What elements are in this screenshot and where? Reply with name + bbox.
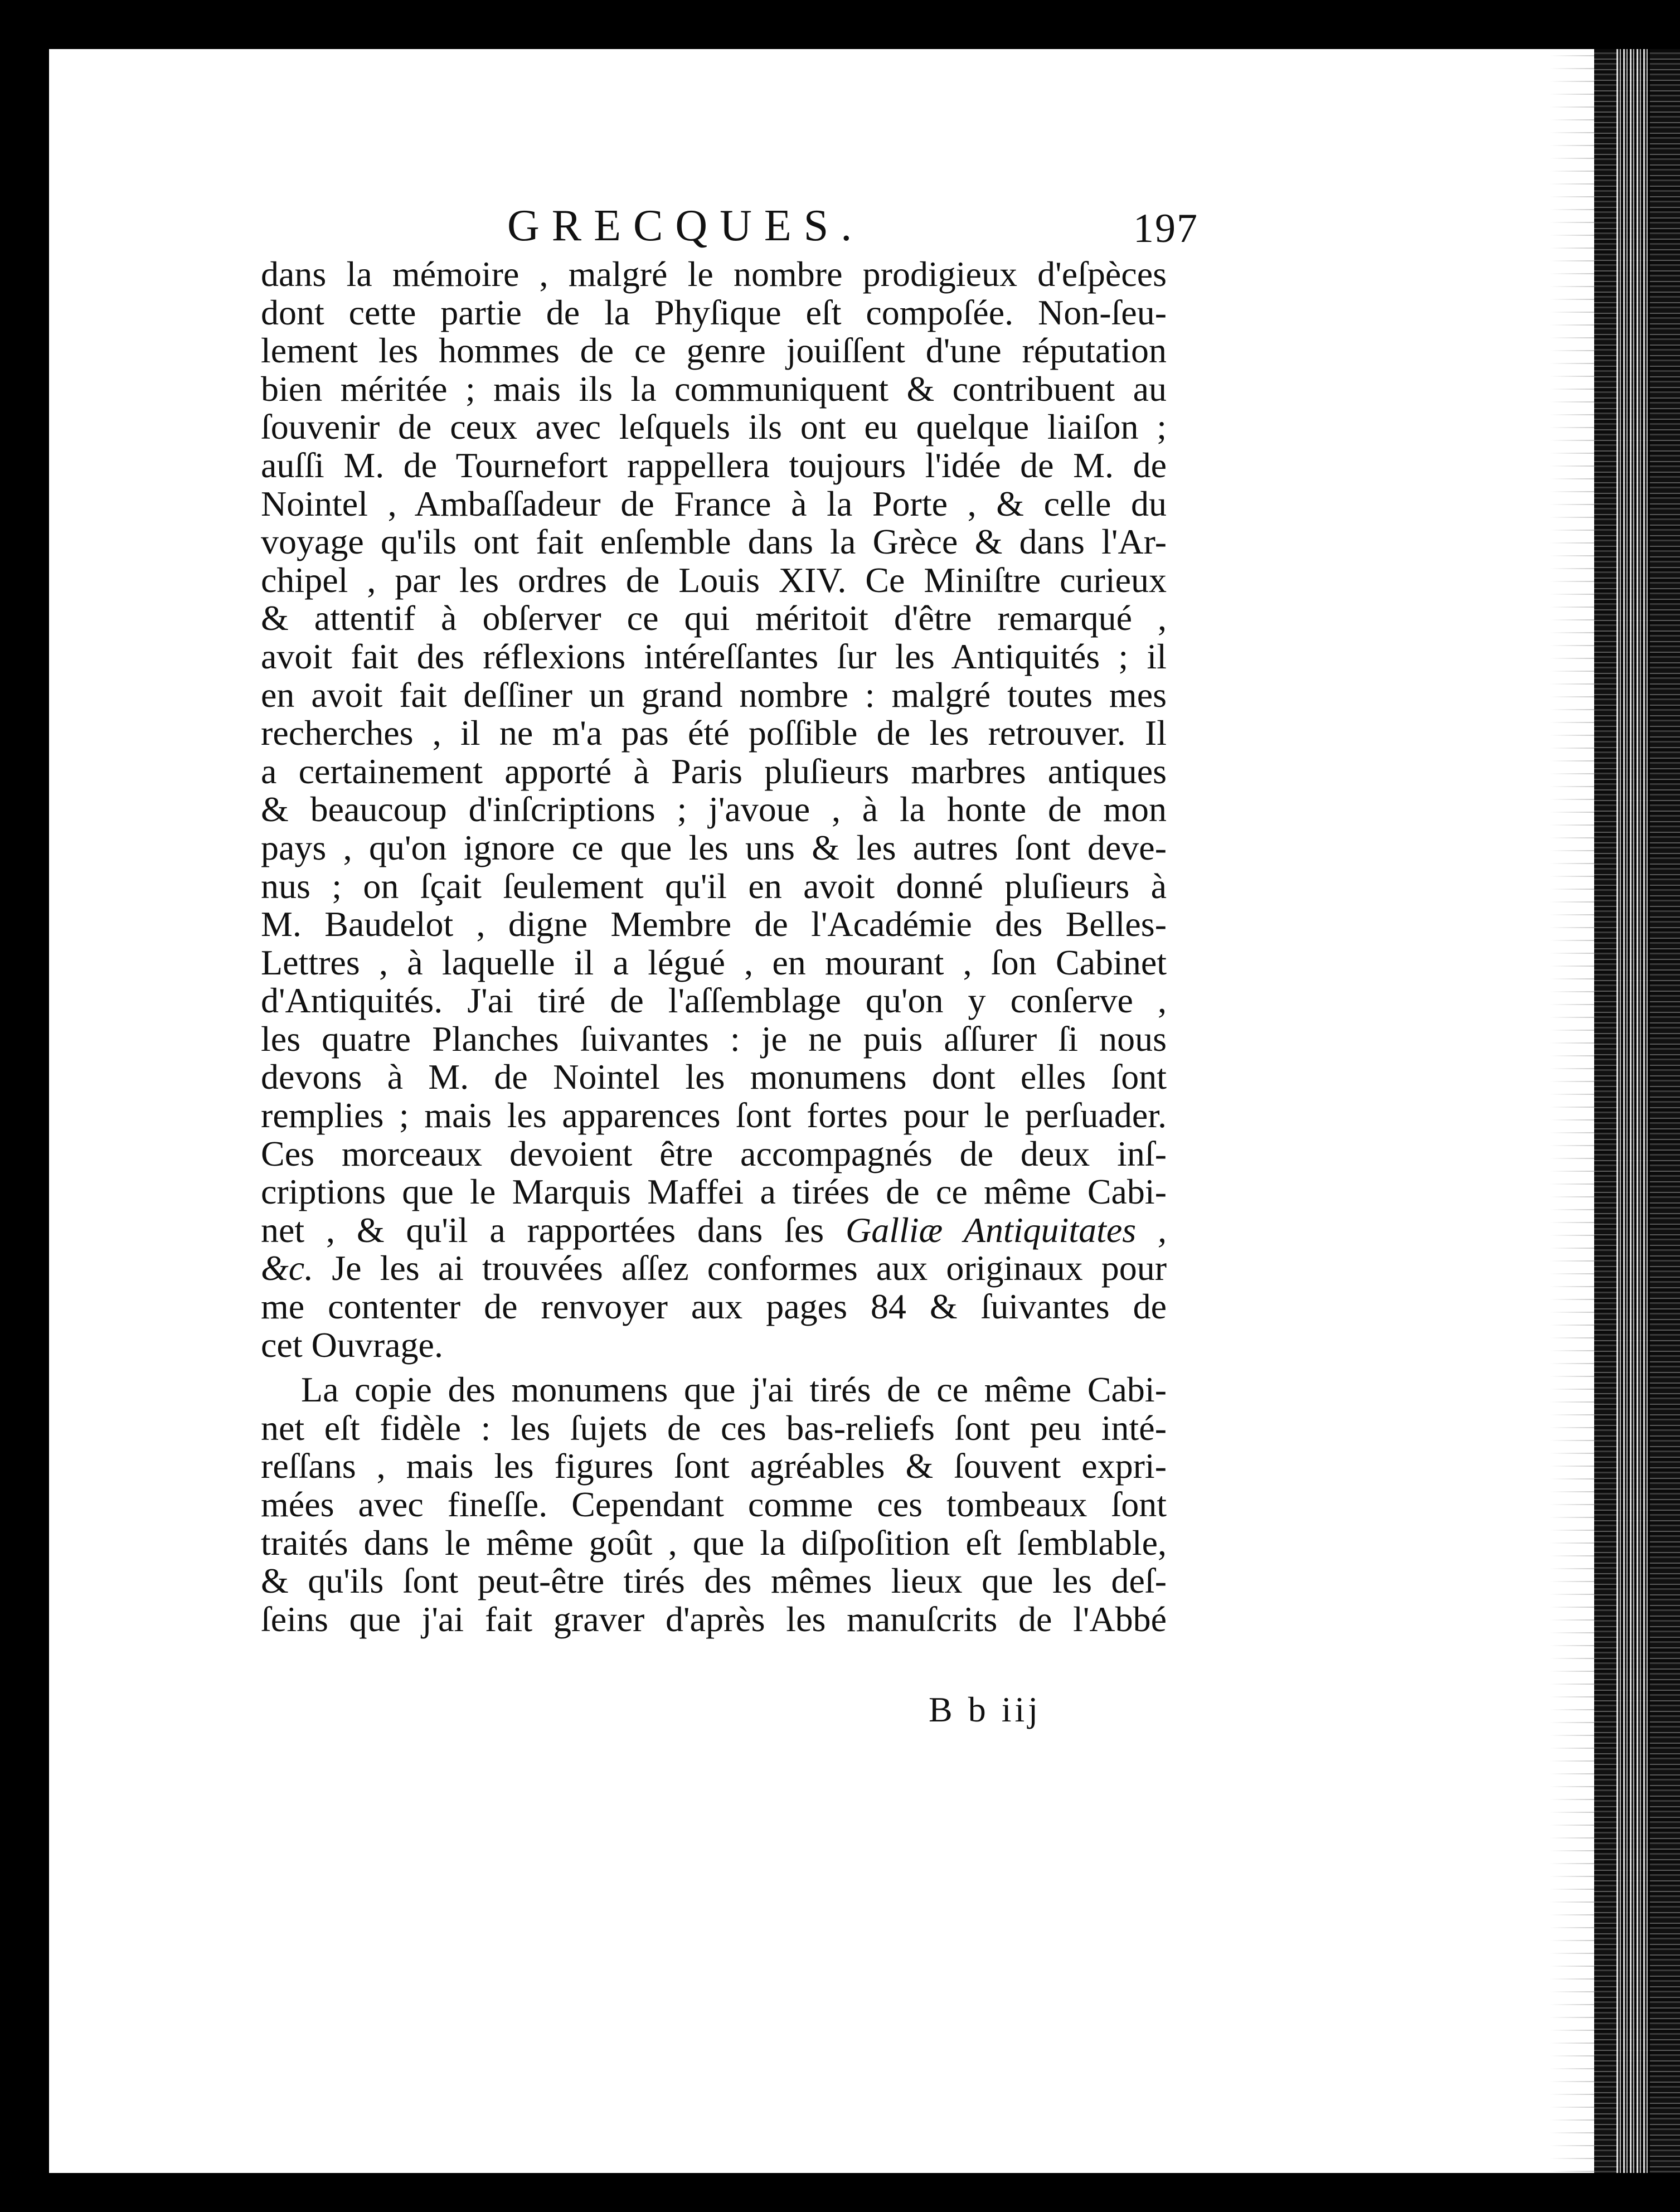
text-line: me contenter de renvoyer aux pages 84 & ſuivantes de bbox=[261, 1287, 1167, 1327]
text-line: les quatre Planches ſuivantes : je ne puis aſſurer ſi nous bbox=[261, 1018, 1167, 1059]
text-line: lement les hommes de ce genre jouiſſent d'une réputation bbox=[261, 331, 1167, 371]
text-line-with-italic bbox=[261, 1211, 1167, 1250]
text-line: nus ; on ſçait ſeulement qu'il en avoit donné pluſieurs à bbox=[261, 866, 1167, 906]
text-line: ſeins que j'ai fait graver d'après les manuſcrits de l'Abbé bbox=[261, 1599, 1167, 1639]
text-line: pays , qu'on ignore ce que les uns & les autres ſont deve- bbox=[261, 827, 1167, 867]
text-line: dans la mémoire , malgré le nombre prodigieux d'eſpèces bbox=[261, 254, 1167, 294]
text-line: ſouvenir de ceux avec leſquels ils ont eu quelque liaiſon ; bbox=[261, 407, 1167, 447]
text-line-with-italic bbox=[261, 1249, 1167, 1288]
text-line: en avoit fait deſſiner un grand nombre : malgré toutes mes bbox=[261, 675, 1167, 715]
text-line: auſſi M. de Tournefort rappellera toujours l'idée de M. de bbox=[261, 445, 1167, 485]
text-segment: net , & qu'il a rapportées dans ſes bbox=[261, 1210, 846, 1250]
paragraph-1 bbox=[261, 255, 1167, 1364]
text-line: recherches , il ne m'a pas été poſſible de les retrouver. Il bbox=[261, 713, 1167, 753]
text-line: & attentif à obſerver ce qui méritoit d'être remarqué , bbox=[261, 598, 1167, 638]
text-line: M. Baudelot , digne Membre de l'Académie des Belles- bbox=[261, 904, 1167, 944]
text-line: bien méritée ; mais ils la communiquent & contribuent au bbox=[261, 368, 1167, 409]
text-line: Nointel , Ambaſſadeur de France à la Porte , & celle du bbox=[261, 483, 1167, 523]
text-line: & beaucoup d'inſcriptions ; j'avoue , à la honte de mon bbox=[261, 789, 1167, 830]
text-line: criptions que le Marquis Maffei a tirées de ce même Cabi- bbox=[261, 1172, 1167, 1212]
text-line: Lettres , à laquelle il a légué , en mourant , ſon Cabinet bbox=[261, 942, 1167, 982]
text-line: devons à M. de Nointel les monumens dont elles ſont bbox=[261, 1057, 1167, 1097]
text-line: voyage qu'ils ont fait enſemble dans la Grèce & dans l'Ar- bbox=[261, 522, 1167, 562]
text-line: dont cette partie de la Phyſique eſt compoſée. Non-ſeu- bbox=[261, 292, 1167, 332]
page-edge-leaves bbox=[1616, 49, 1650, 2173]
text-line: traités dans le même goût , que la diſpoſition eſt ſemblable, bbox=[261, 1522, 1167, 1563]
page-number: 197 bbox=[1133, 206, 1198, 251]
text-line: remplies ; mais les apparences ſont fortes pour le perſuader. bbox=[261, 1095, 1167, 1136]
signature-mark: B b iij bbox=[929, 1690, 1042, 1729]
text-line: a certainement apporté à Paris pluſieurs marbres antiques bbox=[261, 751, 1167, 791]
running-head-title: GRECQUES. bbox=[507, 201, 865, 250]
text-line: reſſans , mais les figures ſont agréables & ſouvent expri- bbox=[261, 1446, 1167, 1486]
running-head bbox=[262, 201, 1198, 262]
text-line: & qu'ils ſont peut-être tirés des mêmes lieux que les deſ- bbox=[261, 1561, 1167, 1601]
text-line: mées avec fineſſe. Cependant comme ces tombeaux ſont bbox=[261, 1485, 1167, 1524]
text-line: cet Ouvrage. bbox=[261, 1325, 443, 1365]
text-segment: Je les ai trouvées aſſez conformes aux originaux pour bbox=[313, 1248, 1167, 1288]
text-line: avoit fait des réflexions intéreſſantes ſur les Antiquités ; il bbox=[261, 636, 1167, 676]
text-line: La copie des monumens que j'ai tirés de ce même Cabi- bbox=[301, 1370, 1167, 1410]
text-line: net eſt fidèle : les ſujets de ces bas-reliefs ſont peu inté- bbox=[261, 1408, 1167, 1448]
text-line: chipel , par les ordres de Louis XIV. Ce Miniſtre curieux bbox=[261, 560, 1167, 600]
text-line: d'Antiquités. J'ai tiré de l'aſſemblage qu'on y conſerve , bbox=[261, 981, 1167, 1021]
paragraph-2 bbox=[261, 1371, 1167, 1638]
italic-etc: &c. bbox=[261, 1248, 314, 1288]
text-line: Ces morceaux devoient être accompagnés de deux inſ- bbox=[261, 1133, 1167, 1173]
italic-title: Galliæ Antiquitates , bbox=[845, 1210, 1167, 1250]
body-text bbox=[261, 255, 1167, 1638]
